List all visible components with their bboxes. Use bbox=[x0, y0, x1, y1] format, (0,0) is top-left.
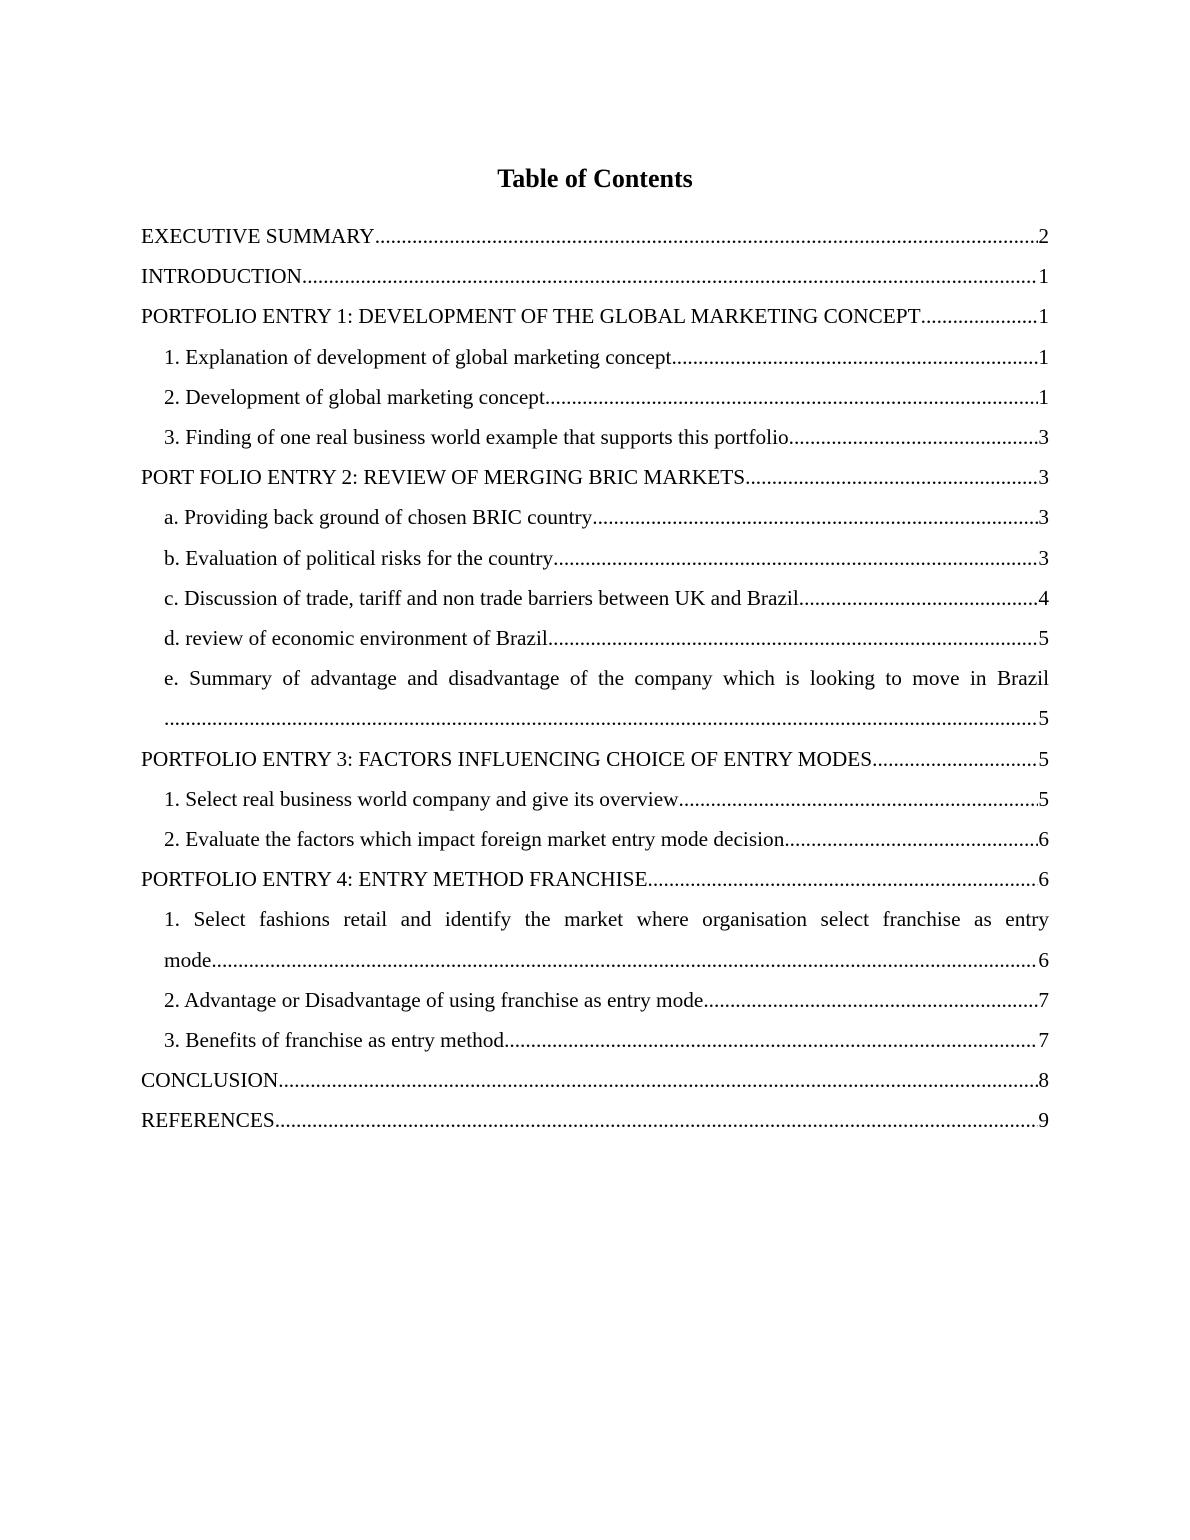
toc-dot-leader bbox=[545, 377, 1038, 417]
toc-dot-leader bbox=[703, 980, 1038, 1020]
toc-page-number: 6 bbox=[1038, 827, 1049, 852]
toc-dot-leader bbox=[548, 618, 1039, 658]
toc-dot-leader bbox=[745, 457, 1038, 497]
toc-subentry-explanation-development[interactable] bbox=[141, 337, 1049, 377]
toc-subentry-franchise-advantage[interactable] bbox=[141, 980, 1049, 1020]
toc-subentry-entry-mode-factors[interactable] bbox=[141, 819, 1049, 859]
toc-dot-leader bbox=[789, 417, 1039, 457]
toc-subentry-trade-barriers[interactable] bbox=[141, 578, 1049, 618]
toc-page-number: 1 bbox=[1038, 344, 1049, 369]
toc-dot-leader bbox=[592, 497, 1038, 537]
toc-page-number: 6 bbox=[1038, 947, 1049, 972]
toc-dot-leader bbox=[648, 859, 1039, 899]
toc-entry-references[interactable] bbox=[141, 1100, 1049, 1140]
toc-title: Table of Contents bbox=[497, 164, 693, 193]
toc-entry-text: c. Discussion of trade, tariff and non trade barriers between UK and Brazil bbox=[164, 585, 799, 610]
toc-entry-text: PORTFOLIO ENTRY 3: FACTORS INFLUENCING CHOICE OF ENTRY MODES bbox=[141, 746, 873, 771]
toc-page-number: 5 bbox=[1038, 746, 1049, 771]
toc-entry-text: 3. Benefits of franchise as entry method bbox=[164, 1028, 505, 1053]
toc-dot-leader bbox=[799, 578, 1039, 618]
toc-entry-text: PORTFOLIO ENTRY 4: ENTRY METHOD FRANCHISE bbox=[141, 867, 648, 892]
toc-dot-leader bbox=[375, 216, 1039, 256]
toc-page-number: 7 bbox=[1038, 1028, 1049, 1053]
toc-dot-leader bbox=[921, 296, 1039, 336]
toc-subentry-fashion-retail-franchise[interactable] bbox=[141, 899, 1049, 979]
toc-entry-portfolio-entry-2[interactable] bbox=[141, 457, 1049, 497]
toc-entry-executive-summary[interactable] bbox=[141, 216, 1049, 256]
toc-dot-leader bbox=[504, 1020, 1038, 1060]
toc-entry-text: PORTFOLIO ENTRY 1: DEVELOPMENT OF THE GLOBAL MARKETING CONCEPT bbox=[141, 304, 921, 329]
toc-entry-conclusion[interactable] bbox=[141, 1060, 1049, 1100]
toc-subentry-company-overview[interactable] bbox=[141, 779, 1049, 819]
toc-entry-text: a. Providing back ground of chosen BRIC country bbox=[164, 505, 593, 530]
toc-page-number: 3 bbox=[1038, 505, 1049, 530]
toc-dot-leader bbox=[872, 739, 1038, 779]
toc-list bbox=[141, 216, 1049, 1141]
toc-page-number: 1 bbox=[1038, 384, 1049, 409]
toc-page-number: 3 bbox=[1038, 425, 1049, 450]
toc-page-number: 4 bbox=[1038, 585, 1049, 610]
toc-subentry-advantage-summary[interactable] bbox=[141, 658, 1049, 738]
toc-entry-text: 2. Evaluate the factors which impact foreign market entry mode decision bbox=[164, 827, 785, 852]
toc-dot-leader bbox=[278, 1060, 1038, 1100]
toc-page-number: 8 bbox=[1038, 1068, 1049, 1093]
toc-entry-text: 1. Explanation of development of global marketing concept bbox=[164, 344, 672, 369]
toc-entry-text: CONCLUSION bbox=[141, 1068, 279, 1093]
toc-entry-portfolio-entry-4[interactable] bbox=[141, 859, 1049, 899]
toc-entry-portfolio-entry-3[interactable] bbox=[141, 739, 1049, 779]
toc-subentry-real-business-example[interactable] bbox=[141, 417, 1049, 457]
toc-dot-leader bbox=[784, 819, 1038, 859]
toc-page-number: 6 bbox=[1038, 867, 1049, 892]
toc-entry-text: b. Evaluation of political risks for the country bbox=[164, 545, 554, 570]
toc-entry-text: PORT FOLIO ENTRY 2: REVIEW OF MERGING BRIC MARKETS bbox=[141, 465, 746, 490]
toc-page-number: 9 bbox=[1038, 1108, 1049, 1133]
toc-subentry-political-risks[interactable] bbox=[141, 538, 1049, 578]
toc-page-number: 5 bbox=[1038, 786, 1049, 811]
toc-page-number: 1 bbox=[1038, 304, 1049, 329]
toc-page-number: 5 bbox=[1038, 626, 1049, 651]
toc-entry-text: REFERENCES bbox=[141, 1108, 275, 1133]
toc-entry-text: e. Summary of advantage and disadvantage of the company which is looking to move in Brazil bbox=[164, 666, 1049, 691]
toc-page-number: 5 bbox=[1038, 706, 1049, 731]
toc-entry-text: 1. Select real business world company and give its overview bbox=[164, 786, 679, 811]
toc-dot-leader bbox=[211, 940, 1038, 980]
toc-dot-leader bbox=[671, 337, 1038, 377]
toc-page-number: 1 bbox=[1038, 264, 1049, 289]
toc-entry-text-continued: mode bbox=[164, 947, 212, 972]
toc-entry-text: 3. Finding of one real business world example that supports this portfolio bbox=[164, 425, 789, 450]
toc-subentry-development-concept[interactable] bbox=[141, 377, 1049, 417]
toc-dot-leader bbox=[164, 698, 1038, 738]
toc-dot-leader bbox=[302, 256, 1038, 296]
toc-entry-text: 2. Development of global marketing concept bbox=[164, 384, 545, 409]
toc-entry-text: d. review of economic environment of Brazil bbox=[164, 626, 548, 651]
toc-entry-portfolio-entry-1[interactable] bbox=[141, 296, 1049, 336]
toc-page-number: 3 bbox=[1038, 465, 1049, 490]
toc-entry-text: INTRODUCTION bbox=[141, 264, 302, 289]
toc-subentry-background-bric[interactable] bbox=[141, 497, 1049, 537]
toc-subentry-economic-environment[interactable] bbox=[141, 618, 1049, 658]
toc-page-number: 7 bbox=[1038, 987, 1049, 1012]
toc-dot-leader bbox=[275, 1100, 1039, 1140]
toc-entry-introduction[interactable] bbox=[141, 256, 1049, 296]
toc-dot-leader bbox=[679, 779, 1039, 819]
toc-subentry-franchise-benefits[interactable] bbox=[141, 1020, 1049, 1060]
toc-page-number: 3 bbox=[1038, 545, 1049, 570]
toc-dot-leader bbox=[553, 538, 1038, 578]
toc-page-number: 2 bbox=[1038, 224, 1049, 248]
toc-entry-text: EXECUTIVE SUMMARY bbox=[141, 224, 375, 248]
toc-entry-text: 2. Advantage or Disadvantage of using franchise as entry mode bbox=[164, 987, 704, 1012]
toc-entry-text: 1. Select fashions retail and identify the market where organisation select franchise as entry bbox=[164, 907, 1049, 932]
